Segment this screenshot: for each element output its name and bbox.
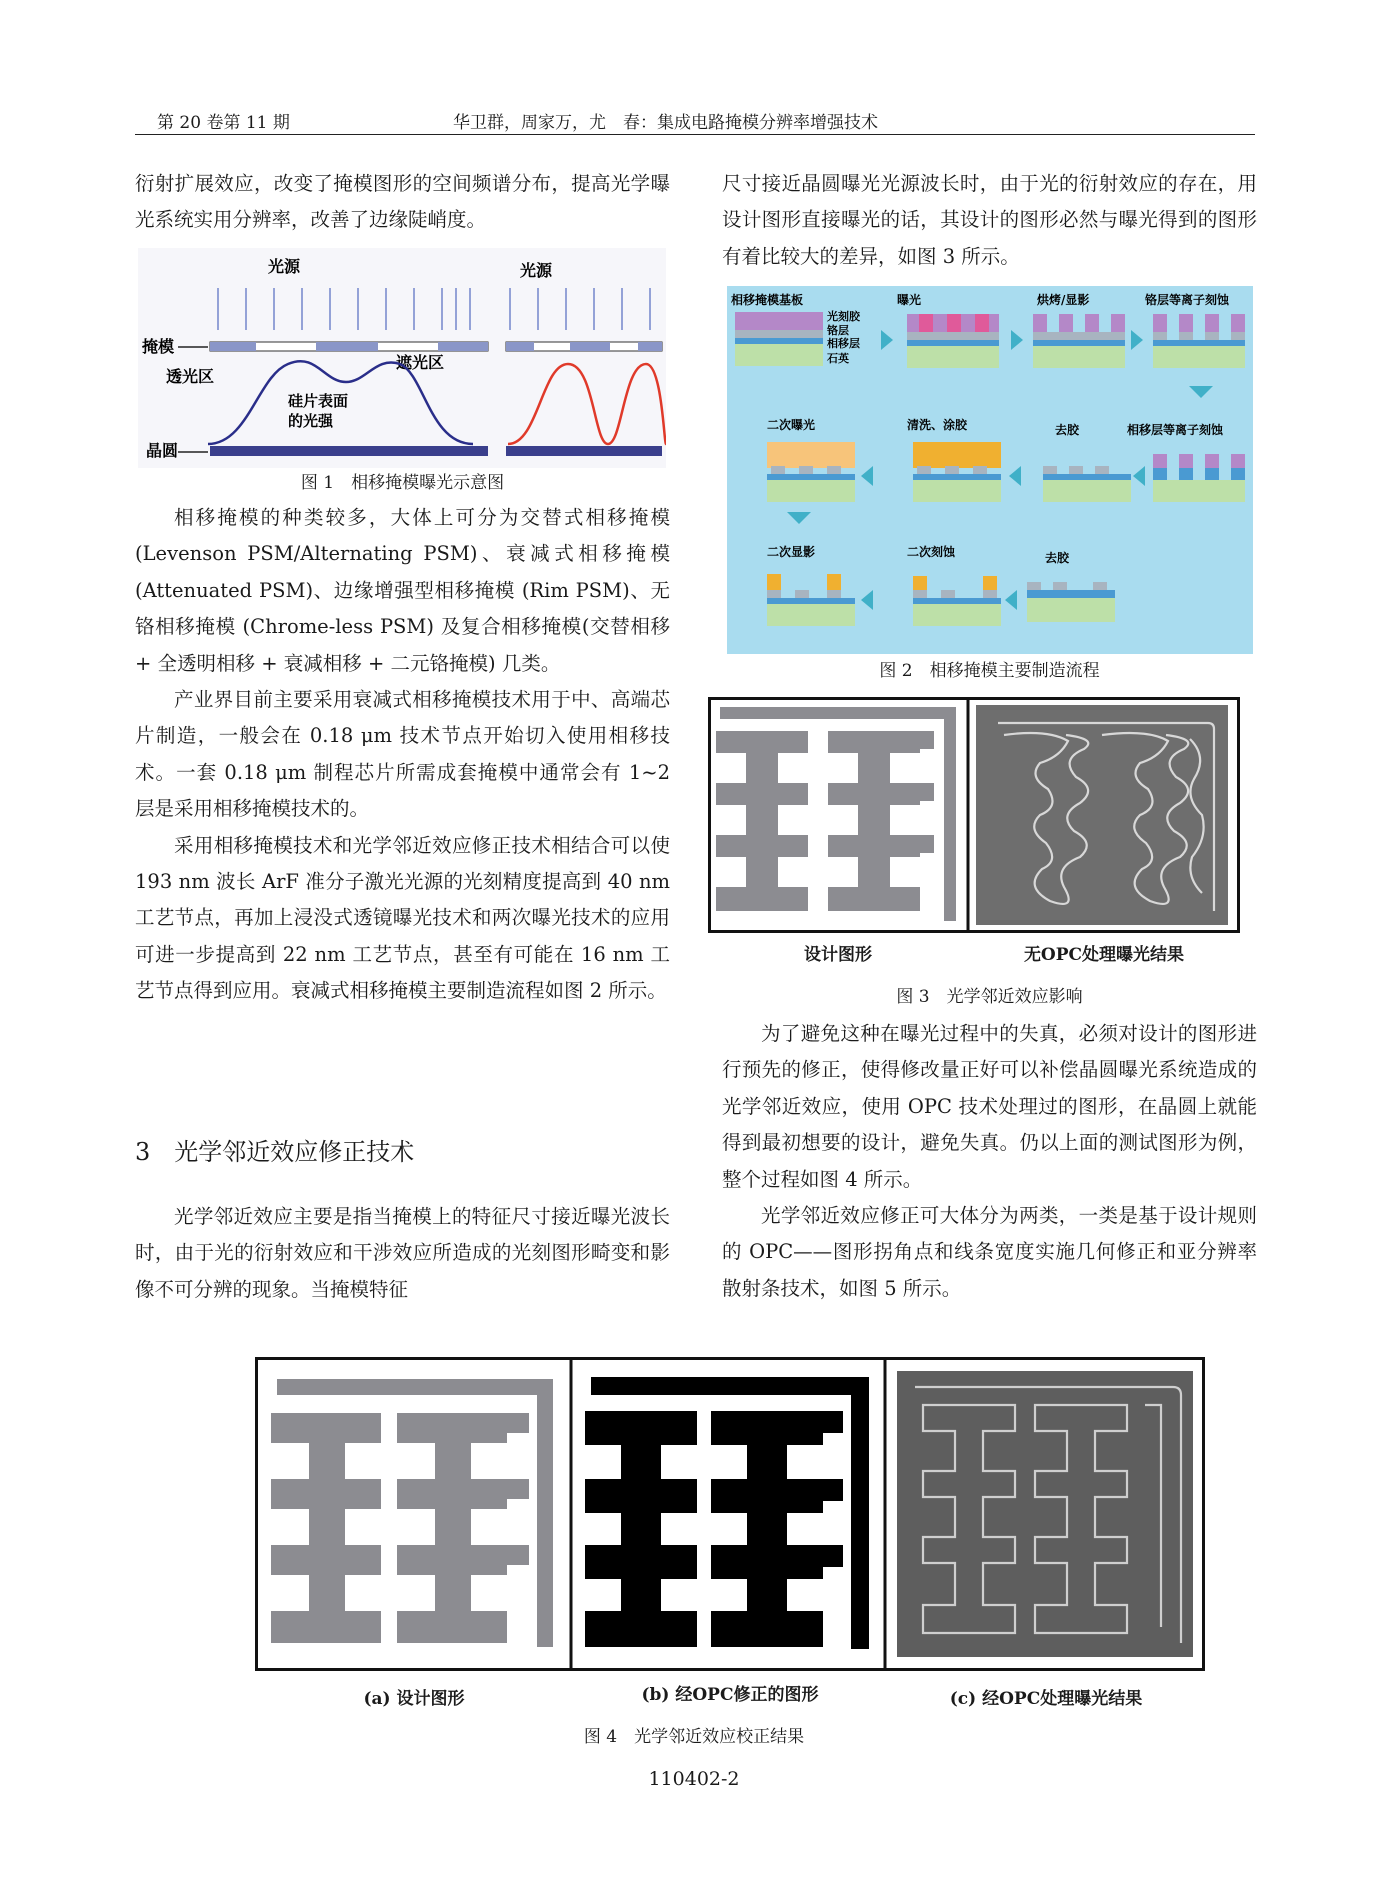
figure-2 [727, 286, 1253, 654]
paragraph: 产业界目前主要采用衰减式相移掩模技术用于中、高端芯片制造，一般会在 0.18 μm 技术节点开始切入使用相移技术。一套 0.18 μm 制程芯片所需成套掩模中通常会有 1~2 层是采用相移掩模技术的。 [135, 688, 670, 821]
light-source-label: 光源 [268, 257, 301, 276]
figure-label: 二次显影 [767, 545, 816, 559]
paragraph: 为了避免这种在曝光过程中的失真，必须对设计的图形进行预先的修正，使得修改量正好可以补偿晶圆曝光系统造成的光学邻近效应，使用 OPC 技术处理过的图形，在晶圆上就能得到最初想要的设计，避免失真。仍以上面的测试图形为例，整个过程如图 4 所示。 [722, 1022, 1257, 1191]
right-col-top [722, 166, 1257, 275]
figure-2-caption: 图 2 相移掩模主要制造流程 [879, 661, 1100, 681]
figure-3-caption: 图 3 光学邻近效应影响 [896, 987, 1083, 1007]
paragraph: 采用相移掩模技术和光学邻近效应修正技术相结合可以使 193 nm 波长 ArF 准分子激光光源的光刻精度提高到 40 nm 工艺节点，再加上浸没式透镜曝光技术和两次曝光技术的应用可进一步提高到 22 nm 工艺节点，甚至有可能在 16 nm 工艺节点得到应用。衰减式相移掩模主要制造流程如图 2 所示。 [135, 833, 670, 1003]
figure-label: 光刻胶 [827, 310, 860, 323]
volume-issue: 第 20 卷第 11 期 [157, 113, 290, 133]
figure-1-caption: 图 1 相移掩模曝光示意图 [300, 473, 505, 493]
wafer-label: 晶圆 [146, 441, 179, 460]
figure-label: 烘烤/显影 [1037, 293, 1090, 307]
figure-label: 二次刻蚀 [907, 545, 956, 559]
figure-3 [708, 697, 1240, 933]
figure-label: 二次曝光 [767, 418, 816, 432]
paragraph: 衍射扩展效应，改变了掩模图形的空间频谱分布，提高光学曝光系统实用分辨率，改善了边缘陡峭度。 [135, 172, 670, 232]
opaque-label: 遮光区 [396, 353, 445, 372]
figure-label: 相移层等离子刻蚀 [1127, 423, 1224, 437]
running-title: 华卫群，周家万，尤 春：集成电路掩模分辨率增强技术 [453, 113, 878, 133]
section-heading: 3 光学邻近效应修正技术 [135, 1138, 415, 1166]
figure-4-label-a: (a) 设计图形 [363, 1689, 465, 1709]
paragraph: 光学邻近效应主要是指当掩模上的特征尺寸接近曝光波长时，由于光的衍射效应和干涉效应所造成的光刻图形畸变和影像不可分辨的现象。当掩模特征 [135, 1205, 670, 1301]
transparent-label: 透光区 [166, 367, 215, 386]
paragraph: 尺寸接近晶圆曝光光源波长时，由于光的衍射效应的存在，用设计图形直接曝光的话，其设计的图形必然与曝光得到的图形有着比较大的差异，如图 3 所示。 [722, 172, 1257, 268]
mask-label: 掩模 [142, 337, 175, 356]
left-col-top [135, 166, 670, 239]
figure-label: 铬层等离子刻蚀 [1145, 293, 1230, 307]
intensity-label: 的光强 [288, 412, 334, 430]
figure-label: 清洗、涂胶 [907, 418, 968, 432]
figure-4 [255, 1357, 1205, 1671]
figure-label: 去胶 [1055, 423, 1080, 437]
light-source-label: 光源 [520, 261, 553, 280]
figure-3-label-a: 设计图形 [804, 945, 872, 965]
figure-label: 去胶 [1045, 551, 1070, 565]
paragraph: 光学邻近效应修正可大体分为两类，一类是基于设计规则的 OPC——图形拐角点和线条宽度实施几何修正和亚分辨率散射条技术，如图 5 所示。 [722, 1204, 1257, 1300]
running-header [135, 106, 1255, 135]
left-col-body [135, 500, 670, 1010]
figure-4-caption: 图 4 光学邻近效应校正结果 [583, 1727, 805, 1747]
intensity-label: 硅片表面 [288, 392, 349, 410]
paragraph: 相移掩模的种类较多，大体上可分为交替式相移掩模 (Levenson PSM/Alternating PSM)、衰减式相移掩模 (Attenuated PSM)、边缘增强型相移掩模 (Rim PSM)、无铬相移掩模 (Chrome-less PSM) 及复合相移掩模(交替相移 + 全透明相移 + 衰减相移 + 二元铬掩模) 几类。 [135, 506, 670, 675]
figure-4-label-c: (c) 经OPC处理曝光结果 [949, 1689, 1143, 1709]
left-col-bottom [135, 1199, 670, 1308]
figure-1 [138, 248, 666, 468]
figure-label: 相移掩模基板 [731, 293, 804, 307]
figure-label: 石英 [827, 352, 849, 365]
figure-label: 曝光 [897, 293, 922, 307]
page-number: 110402-2 [648, 1768, 740, 1790]
figure-4-label-b: (b) 经OPC修正的图形 [641, 1685, 819, 1705]
figure-label: 铬层 [827, 324, 849, 337]
figure-label: 相移层 [827, 337, 860, 350]
right-col-body [722, 1016, 1257, 1307]
figure-3-label-b: 无OPC处理曝光结果 [1023, 945, 1185, 965]
